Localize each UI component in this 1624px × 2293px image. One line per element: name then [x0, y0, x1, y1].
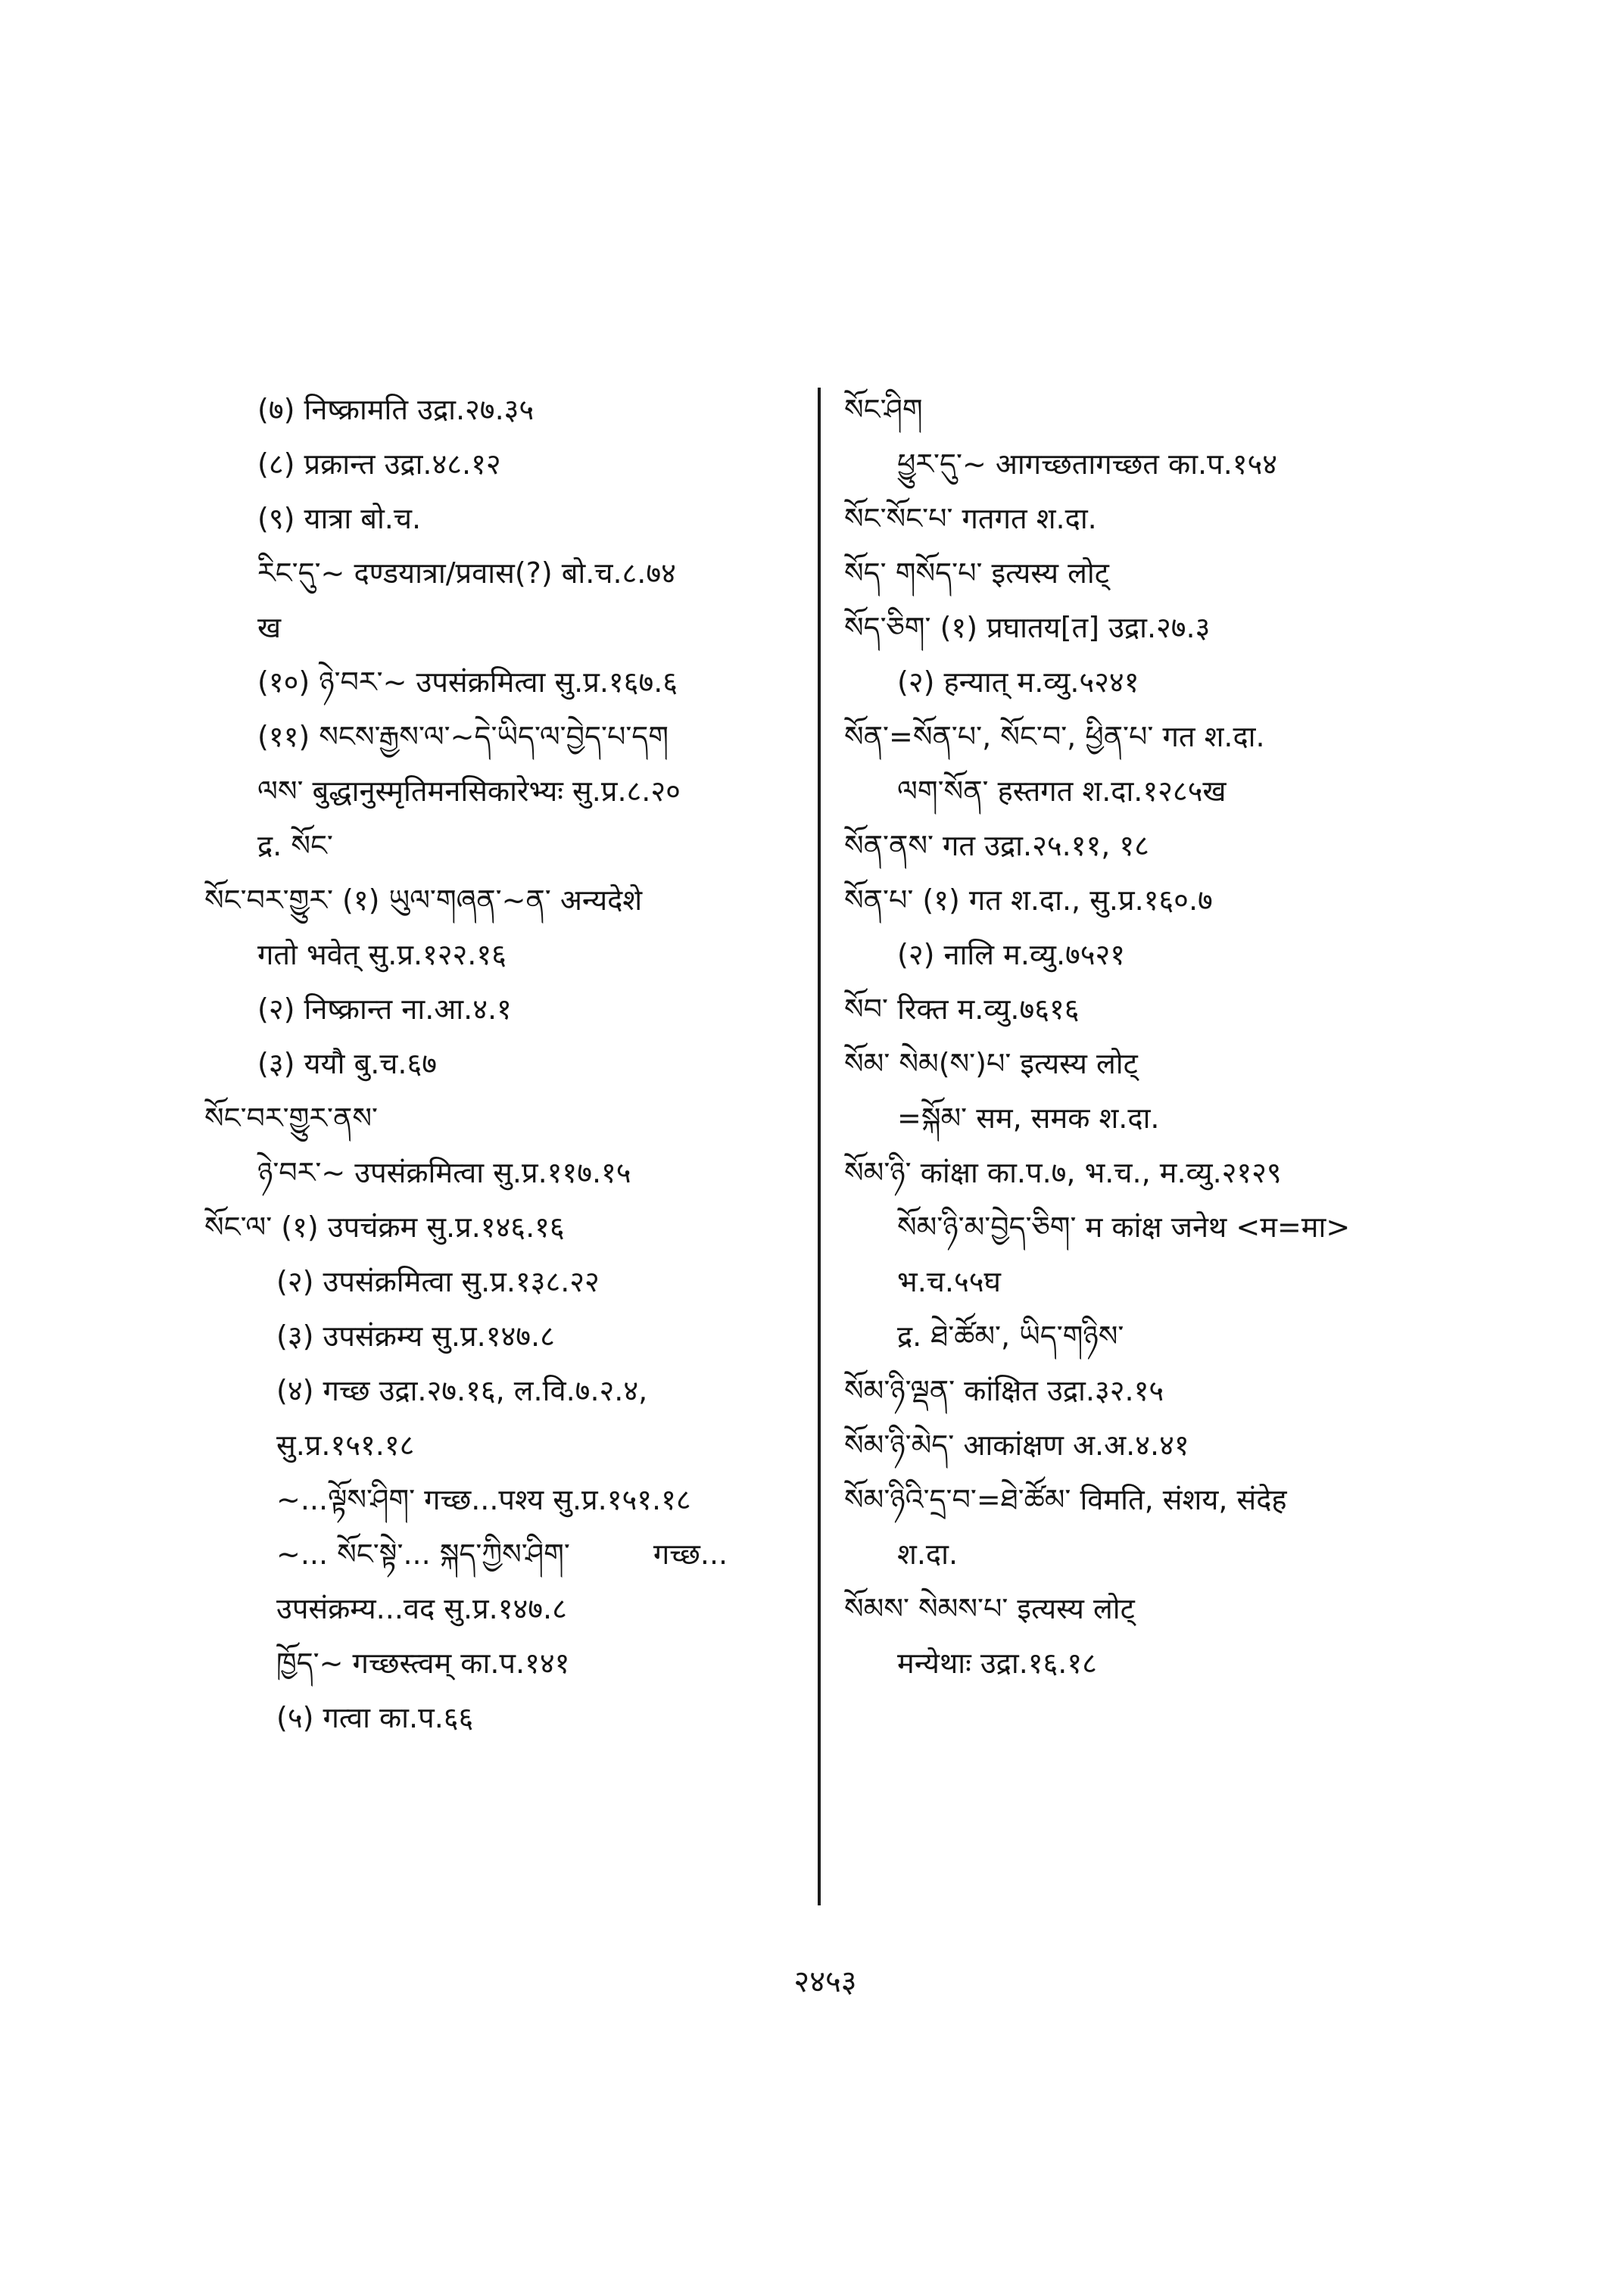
right-entry-line: [844, 1036, 1480, 1091]
entry-text: (२) नालि म.व्यु.७५२१: [897, 938, 1126, 971]
entry-text: སོམ་ཉི་མེད་ आकांक्षण अ.अ.४.४१: [844, 1428, 1189, 1462]
entry-text: ཕྱུར་དུ་~ आगच्छतागच्छत का.प.१५४: [897, 447, 1278, 481]
right-entry-line: [844, 709, 1480, 764]
left-entry-line: [204, 709, 810, 764]
column-divider: [818, 388, 821, 1905]
entry-text: (५) गत्वा का.प.६६: [276, 1701, 474, 1734]
entry-text: སོན་=སོན་པ་, སོང་བ་, ཕྱིན་པ་ गत श.दा.: [844, 720, 1265, 753]
entry-text: मन्येथाः उद्रा.१६.१८: [897, 1647, 1097, 1680]
left-entry-line: [204, 437, 810, 491]
entry-text: (३) उपसंक्रम्य सु.प्र.१४७.८: [276, 1319, 555, 1353]
right-entry-line: [844, 655, 1480, 709]
left-entry-line: [204, 818, 810, 873]
left-entry-line: [204, 491, 810, 546]
entry-text: ལག་སོན་ हस्तगत श.दा.१२८५ख: [897, 774, 1227, 808]
entry-text: ཁྱོད་~ गच्छस्त्वम् का.प.१४१: [276, 1647, 570, 1680]
right-entry-line: [844, 546, 1480, 600]
left-column: [204, 382, 810, 1745]
entry-text: སོམ་ཉི་ལྡན་ कांक्षित उद्रा.३२.१५: [844, 1374, 1164, 1407]
left-entry-line: [204, 655, 810, 709]
entry-text: སོབ་ रिक्त म.व्यु.७६१६: [844, 992, 1080, 1026]
entry-text: སོང་བར་གྱུར་ (१) ཡུལ་གཞན་~ན་ अन्यदेशे: [204, 883, 643, 917]
entry-text: སོམས་ སེམས་པ་ इत्यस्य लोट्: [844, 1592, 1135, 1625]
right-entry-line: [844, 1091, 1480, 1145]
right-entry-line: [844, 600, 1480, 655]
left-entry-line: [204, 1254, 810, 1309]
entry-text: =སྐོམ་ सम, समक श.दा.: [897, 1101, 1160, 1135]
left-entry-line: [204, 1309, 810, 1363]
entry-text: द्र. སོང་: [257, 829, 333, 862]
entry-text: (१०) ཉེ་བར་~ उपसंक्रमित्वा सु.प्र.१६७.६: [257, 665, 678, 699]
entry-text: ཉེ་བར་~ उपसंक्रमित्वा सु.प्र.११७.१५: [257, 1156, 631, 1189]
right-entry-line: [844, 818, 1480, 873]
entry-text: उपसंक्रम्य...वद सु.प्र.१४७.८: [276, 1592, 567, 1625]
entry-text: ལས་ बुद्धानुस्मृतिमनसिकारेभ्यः सु.प्र.८.२०: [257, 774, 681, 808]
entry-text: (२) निष्क्रान्त ना.आ.४.१: [257, 992, 512, 1026]
entry-text: ~...ལྟོས་ཤིག་ गच्छ...पश्य सु.प्र.१५१.१८: [276, 1483, 691, 1516]
right-entry-line: [844, 927, 1480, 982]
right-entry-line: [844, 1309, 1480, 1363]
right-entry-line: [844, 437, 1480, 491]
entry-text: སོང་བར་གྱུར་ནས་: [204, 1101, 378, 1135]
entry-text: ख: [257, 611, 282, 644]
left-entry-line: [204, 1527, 810, 1581]
entry-text: (७) निष्क्रामति उद्रा.२७.३५: [257, 393, 535, 426]
entry-text: སོན་པ་ (१) गत श.दा., सु.प्र.१६०.७: [844, 883, 1213, 917]
entry-text: गतो भवेत् सु.प्र.१२२.१६: [257, 938, 507, 971]
left-entry-line: [204, 1363, 810, 1418]
right-entry-line: [844, 1200, 1480, 1254]
entry-text: སོམ་ཉི་ कांक्षा का.प.७, भ.च., म.व्यु.२१२९: [844, 1156, 1282, 1189]
left-entry-line: [204, 1636, 810, 1690]
entry-text: རིང་དུ་~ दण्डयात्रा/प्रवास(?) बो.च.८.७४: [257, 556, 676, 590]
entry-text: (९) यात्रा बो.च.: [257, 502, 422, 535]
left-entry-line: [204, 873, 810, 927]
left-entry-line: [204, 600, 810, 655]
entry-text: སོམ་ སེམ(ས་)པ་ इत्यस्य लोट्: [844, 1047, 1138, 1080]
right-entry-line: [844, 1145, 1480, 1200]
right-entry-line: [844, 491, 1480, 546]
entry-text: སོང་སོང་པ་ गतगत श.दा.: [844, 502, 1097, 535]
entry-text: (११) སངས་རྒྱས་ལ་~དེ་ཡིད་ལ་བྱེད་པ་དག: [257, 720, 669, 753]
entry-text: द्र. ཐེ་ཚོམ་, ཡིད་གཉིས་: [897, 1319, 1124, 1353]
entry-text: སོམ་ཉི་མ་བྱེད་ཅིག་ म कांक्ष जनेथ <म=मा>: [897, 1210, 1351, 1244]
entry-text: སོང་ཤིག: [844, 393, 923, 426]
entry-text-right: गच्छ...: [653, 1537, 728, 1571]
right-entry-line: [844, 873, 1480, 927]
left-entry-line: [204, 927, 810, 982]
right-entry-line: [844, 1581, 1480, 1636]
page-number: २४५३: [793, 1964, 857, 1999]
entry-text: སོད་ གསོད་པ་ इत्यस्य लोट्: [844, 556, 1109, 590]
entry-text: སོམ་ཉིའི་དྲ་བ་=ཐེ་ཚོམ་ विमति, संशय, संदेह: [844, 1483, 1287, 1516]
entry-text: སོན་ནས་ गत उद्रा.२५.११, १८: [844, 829, 1149, 862]
right-entry-line: [844, 1418, 1480, 1472]
right-entry-line: [844, 1527, 1480, 1581]
left-entry-line: [204, 1581, 810, 1636]
right-entry-line: [844, 1472, 1480, 1527]
entry-text: भ.च.५५घ: [897, 1265, 1001, 1298]
left-entry-line: [204, 1145, 810, 1200]
entry-text: सु.प्र.१५१.१८: [276, 1428, 415, 1462]
right-entry-line: [844, 382, 1480, 437]
entry-text: སོང་ལ་ (१) उपचंक्रम सु.प्र.१४६.१६: [204, 1210, 565, 1244]
entry-text: (२) हन्यात् म.व्यु.५२४१: [897, 665, 1139, 699]
right-entry-line: [844, 1636, 1480, 1690]
entry-text: (३) ययौ बु.च.६७: [257, 1047, 437, 1080]
left-entry-line: [204, 1418, 810, 1472]
entry-text: (४) गच्छ उद्रा.२७.१६, ल.वि.७.२.४,: [276, 1374, 648, 1407]
right-column: [844, 382, 1480, 1690]
entry-text: श.दा.: [897, 1537, 959, 1571]
right-entry-line: [844, 1254, 1480, 1309]
entry-text: (८) प्रक्रान्त उद्रा.४८.१२: [257, 447, 501, 481]
left-entry-line: [204, 764, 810, 818]
left-entry-line: [204, 982, 810, 1036]
left-entry-line: [204, 382, 810, 437]
left-entry-line: [204, 1690, 810, 1745]
left-entry-line: [204, 546, 810, 600]
entry-text: ~... སོང་སྟེ་... སྐད་ཀྱིས་ཤིག་: [276, 1537, 570, 1571]
right-entry-line: [844, 764, 1480, 818]
left-entry-line: [204, 1472, 810, 1527]
right-entry-line: [844, 982, 1480, 1036]
left-entry-line: [204, 1200, 810, 1254]
left-entry-line: [204, 1036, 810, 1091]
right-entry-line: [844, 1363, 1480, 1418]
left-entry-line: [204, 1091, 810, 1145]
entry-text: (२) उपसंक्रमित्वा सु.प्र.१३८.२२: [276, 1265, 600, 1298]
entry-text: སོད་ཅིག་ (१) प्रघातय[त] उद्रा.२७.३: [844, 611, 1211, 644]
